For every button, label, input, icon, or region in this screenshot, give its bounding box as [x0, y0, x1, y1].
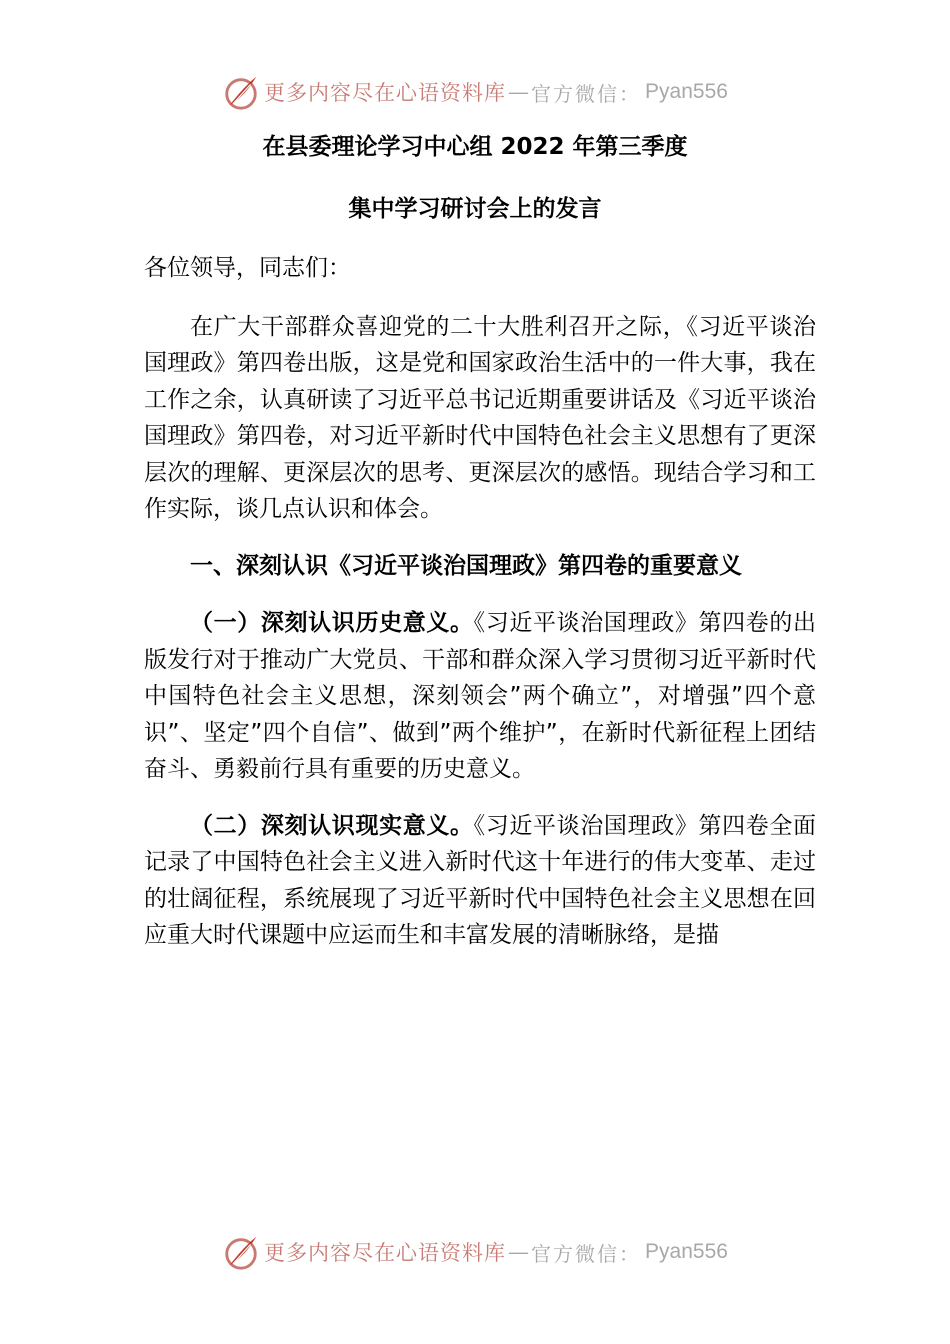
document-title-line2: 集中学习研讨会上的发言 [348, 196, 602, 222]
subsection-lead: （一）深刻认识历史意义。 [190, 610, 474, 636]
watermark-wechat-label: 官方微信： [531, 1241, 642, 1266]
document-title-line1: 在县委理论学习中心组 2022 年第三季度 [262, 134, 688, 160]
subsection-lead: （二）深刻认识现实意义。 [190, 812, 474, 839]
intro-paragraph: 在广大干部群众喜迎党的二十大胜利召开之际，《习近平谈治国理政》第四卷出版，这是党和国家政治生活中的一件大事，我在工作之余，认真研读了习近平总书记近期重要讲话及《习近平谈治国理政》第四卷，对习近平新时代中国特色社会主义思想有了更深层次的理解、更深层次的思考、更深层次的感悟。现结合学习和工作实际，谈几点认识和体会。 [144, 313, 816, 522]
greeting: 各位领导，同志们： [144, 255, 351, 281]
document-body [144, 250, 816, 974]
watermark-separator: — [508, 80, 530, 104]
subsection-paragraph [144, 605, 816, 788]
subsection-body: 《习近平谈治国理政》第四卷全面记录了中国特色社会主义进入新时代这十年进行的伟大变革、走过的壮阔征程，系统展现了习近平新时代中国特色社会主义思想在回应重大时代课题中应运而生和丰富发展的清晰脉络，是描 [144, 812, 817, 948]
watermark-brand: 更多内容尽在心语资料库 [264, 1241, 507, 1265]
watermark-wechat-id: Pyan556 [645, 1240, 728, 1263]
quill-icon [222, 1233, 260, 1271]
section-heading: 一、深刻认识《习近平谈治国理政》第四卷的重要意义 [190, 552, 742, 579]
subsection-paragraph [144, 808, 816, 954]
watermark-separator: — [508, 1240, 530, 1264]
watermark-brand: 更多内容尽在心语资料库 [264, 81, 507, 105]
watermark-wechat-id: Pyan556 [645, 80, 728, 103]
footer-watermark [0, 1230, 950, 1274]
header-watermark [0, 70, 950, 114]
watermark-wechat-label: 官方微信： [531, 81, 642, 106]
quill-icon [222, 73, 260, 111]
subsection-body: 《习近平谈治国理政》第四卷的出版发行对于推动广大党员、干部和群众深入学习贯彻习近平新时代中国特色社会主义思想，深刻领会”两个确立”，对增强”四个意识”、坚定”四个自信”、做到”两个维护”，在新时代新征程上团结奋斗、勇毅前行具有重要的历史意义。 [144, 610, 817, 782]
